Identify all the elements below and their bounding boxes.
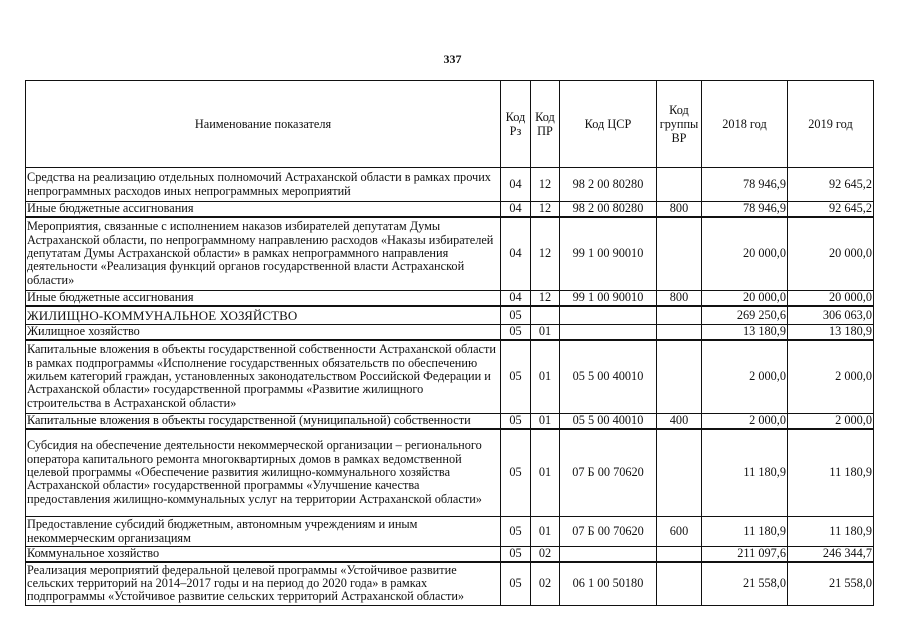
table-row [26,414,874,429]
row-2018: 78 946,9 [702,202,788,217]
row-2018: 11 180,9 [702,429,788,517]
row-csr: 98 2 00 80280 [560,202,657,217]
row-vr [657,429,702,517]
row-2018: 2 000,0 [702,414,788,429]
table-row [26,291,874,306]
row-csr: 07 Б 00 70620 [560,517,657,547]
row-vr: 600 [657,517,702,547]
row-name: Иные бюджетные ассигнования [26,291,501,306]
row-vr: 800 [657,202,702,217]
row-csr [560,325,657,340]
row-name: Предоставление субсидий бюджетным, автономным учреждениям и иным некоммерческим организациям [26,517,501,547]
table-row [26,517,874,547]
table-row [26,547,874,562]
table-row [26,217,874,291]
page-number: 337 [443,52,462,66]
row-2018: 211 097,6 [702,547,788,562]
row-name: ЖИЛИЩНО-КОММУНАЛЬНОЕ ХОЗЯЙСТВО [26,306,501,325]
header-name: Наименование показателя [26,81,501,168]
row-name: Капитальные вложения в объекты государственной собственности Астраханской области в рамках подпрограммы «Исполнение государственных обязательств по обеспечению жильем категорий граждан, установленных законодательством Российской Федерации и Астраханской области» государственной программы «Развитие жилищного строительства в Астраханской области» [26,340,501,414]
row-2019: 20 000,0 [788,291,874,306]
header-2018: 2018 год [702,81,788,168]
row-vr [657,168,702,202]
table-row [26,306,874,325]
row-pr: 01 [531,517,560,547]
row-name: Капитальные вложения в объекты государственной (муниципальной) собственности [26,414,501,429]
row-pr [531,306,560,325]
row-vr: 400 [657,414,702,429]
row-2018: 11 180,9 [702,517,788,547]
row-vr: 800 [657,291,702,306]
row-name: Реализация мероприятий федеральной целевой программы «Устойчивое развитие сельских территорий на 2014–2017 годы и на период до 2020 года» в рамках подпрограммы «Устойчивое развитие сельских территорий Астраханской области» [26,562,501,606]
row-vr [657,325,702,340]
row-pr: 01 [531,325,560,340]
row-2019: 11 180,9 [788,517,874,547]
row-name: Коммунальное хозяйство [26,547,501,562]
row-csr: 98 2 00 80280 [560,168,657,202]
row-rz: 04 [501,291,531,306]
row-rz: 05 [501,429,531,517]
row-rz: 04 [501,217,531,291]
row-vr [657,306,702,325]
table-row [26,202,874,217]
header-2019: 2019 год [788,81,874,168]
row-2019: 21 558,0 [788,562,874,606]
row-vr [657,217,702,291]
row-name: Мероприятия, связанные с исполнением наказов избирателей депутатам Думы Астраханской области, по непрограммному направлению расходов «Наказы избирателей депутатам Думы Астраханской области» в рамках непрограммного направления деятельности «Реализация функций органов государственной власти Астраханской области» [26,217,501,291]
table-row [26,340,874,414]
table-row [26,325,874,340]
row-vr [657,340,702,414]
row-2019: 2 000,0 [788,340,874,414]
row-2019: 246 344,7 [788,547,874,562]
row-csr: 99 1 00 90010 [560,291,657,306]
row-2019: 20 000,0 [788,217,874,291]
row-csr: 07 Б 00 70620 [560,429,657,517]
row-pr: 12 [531,202,560,217]
header-csr: Код ЦСР [560,81,657,168]
row-2018: 2 000,0 [702,340,788,414]
row-2018: 269 250,6 [702,306,788,325]
row-pr: 01 [531,340,560,414]
row-name: Субсидия на обеспечение деятельности некоммерческой организации – регионального оператора капитального ремонта многоквартирных домов в рамках ведомственной целевой программы «Обеспечение развития жилищно-коммунального хозяйства Астраханской области» государственной программы «Улучшение качества предоставления жилищно-коммунальных услуг на территории Астраханской области» [26,429,501,517]
row-csr: 05 5 00 40010 [560,340,657,414]
row-rz: 05 [501,562,531,606]
header-row [26,81,874,168]
row-rz: 05 [501,340,531,414]
row-rz: 04 [501,202,531,217]
row-2019: 13 180,9 [788,325,874,340]
row-csr [560,306,657,325]
row-2018: 20 000,0 [702,291,788,306]
row-name: Иные бюджетные ассигнования [26,202,501,217]
row-csr: 99 1 00 90010 [560,217,657,291]
row-2019: 92 645,2 [788,168,874,202]
row-vr [657,547,702,562]
row-pr: 02 [531,562,560,606]
table-row [26,429,874,517]
row-pr: 01 [531,414,560,429]
header-rz: Код Рз [501,81,531,168]
row-pr: 12 [531,168,560,202]
row-csr: 06 1 00 50180 [560,562,657,606]
row-2018: 78 946,9 [702,168,788,202]
budget-table [25,80,874,606]
row-rz: 05 [501,547,531,562]
row-rz: 05 [501,517,531,547]
header-vr: Код группы ВР [657,81,702,168]
row-2018: 21 558,0 [702,562,788,606]
row-2019: 92 645,2 [788,202,874,217]
table-row [26,168,874,202]
row-name: Жилищное хозяйство [26,325,501,340]
row-vr [657,562,702,606]
row-pr: 12 [531,291,560,306]
row-rz: 05 [501,306,531,325]
row-name: Средства на реализацию отдельных полномочий Астраханской области в рамках прочих непрограммных расходов иных непрограммных мероприятий [26,168,501,202]
table-row [26,562,874,606]
row-rz: 04 [501,168,531,202]
row-pr: 12 [531,217,560,291]
row-pr: 02 [531,547,560,562]
header-pr: Код ПР [531,81,560,168]
row-2019: 306 063,0 [788,306,874,325]
row-2019: 2 000,0 [788,414,874,429]
row-csr: 05 5 00 40010 [560,414,657,429]
row-csr [560,547,657,562]
row-rz: 05 [501,414,531,429]
row-pr: 01 [531,429,560,517]
row-rz: 05 [501,325,531,340]
row-2018: 20 000,0 [702,217,788,291]
row-2019: 11 180,9 [788,429,874,517]
row-2018: 13 180,9 [702,325,788,340]
